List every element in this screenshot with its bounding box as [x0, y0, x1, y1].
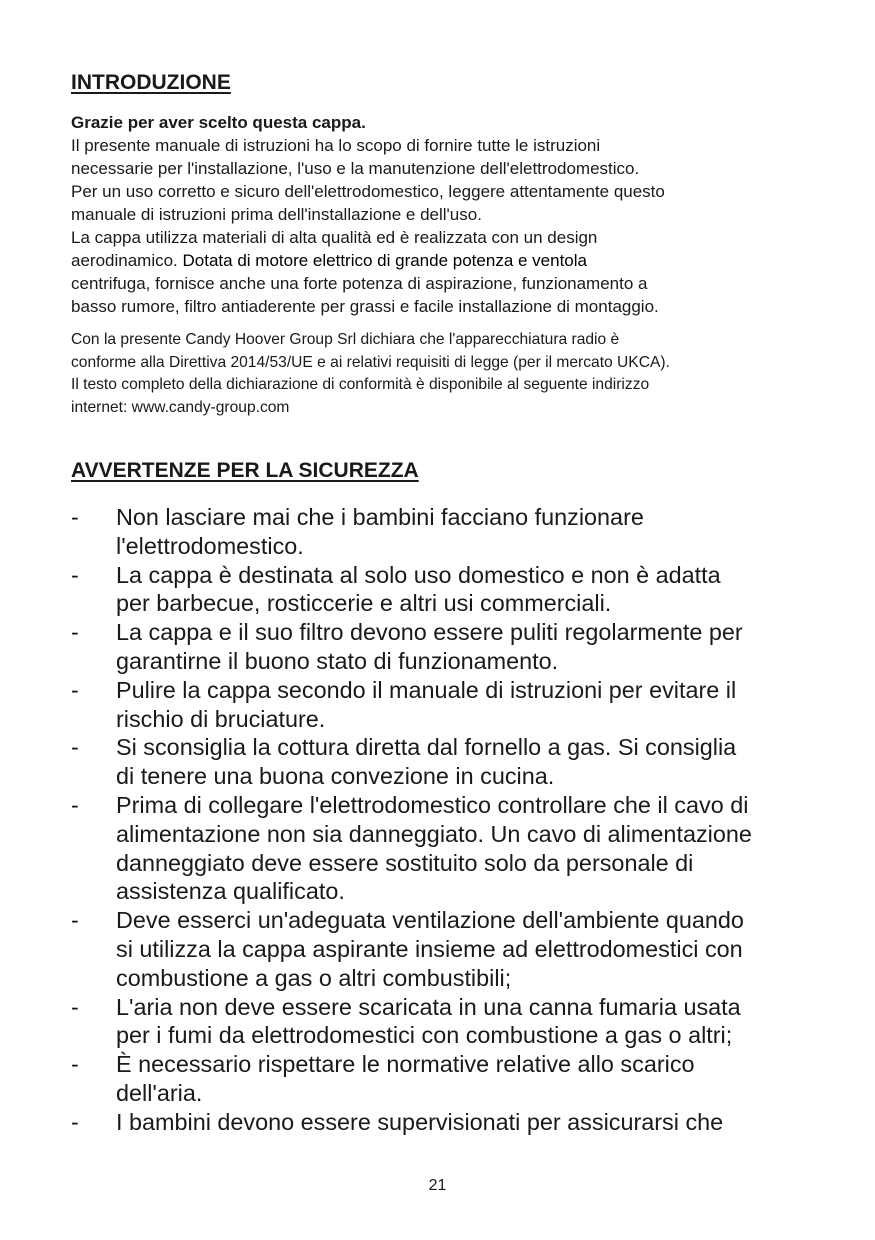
safety-warning-line: combustione a gas o altri combustibili;: [116, 964, 512, 991]
bullet-dash: -: [71, 676, 79, 703]
safety-warning-line: Pulire la cappa secondo il manuale di istruzioni per evitare il: [116, 676, 737, 703]
intro-line: [71, 249, 811, 272]
intro-line: Per un uso corretto e sicuro dell'elettrodomestico, leggere attentamente questo: [71, 182, 665, 201]
bullet-dash: -: [71, 561, 79, 588]
bullet-dash: -: [71, 907, 79, 934]
declaration-line: conforme alla Direttiva 2014/53/UE e ai relativi requisiti di legge (per il mercato UKCA).: [71, 353, 670, 371]
safety-warning-line: Si sconsiglia la cottura diretta dal fornello a gas. Si consiglia: [116, 734, 737, 761]
safety-warning-line: La cappa è destinata al solo uso domestico e non è adatta: [116, 561, 721, 588]
safety-warning-item: [71, 1108, 811, 1137]
intro-heading: INTRODUZIONE: [71, 71, 231, 94]
safety-warning-line: I bambini devono essere supervisionati per assicurarsi che: [116, 1108, 724, 1135]
intro-paragraph: [71, 134, 811, 318]
bullet-dash: -: [71, 734, 79, 761]
safety-warning-item: [71, 561, 811, 619]
safety-heading: AVVERTENZE PER LA SICUREZZA: [71, 459, 419, 482]
declaration-line: Con la presente Candy Hoover Group Srl dichiara che l'apparecchiatura radio è: [71, 331, 620, 348]
bullet-dash: -: [71, 504, 79, 530]
safety-warning-item: [71, 1050, 811, 1108]
safety-warning-line: L'aria non deve essere scaricata in una canna fumaria usata: [116, 993, 741, 1020]
intro-line: necessarie per l'installazione, l'uso e la manutenzione dell'elettrodomestico.: [71, 159, 640, 178]
safety-warning-line: danneggiato deve essere sostituito solo da personale di: [116, 849, 694, 876]
intro-line: La cappa utilizza materiali di alta qualità ed è realizzata con un design: [71, 228, 598, 247]
safety-warning-item: [71, 503, 811, 561]
manual-page: [71, 68, 811, 1137]
safety-warnings-list: [71, 503, 811, 1137]
declaration-line: Il testo completo della dichiarazione di conformità è disponibile al seguente indirizzo: [71, 376, 650, 393]
safety-warning-item: [71, 733, 811, 791]
safety-warning-line: È necessario rispettare le normative relative allo scarico: [116, 1051, 695, 1078]
declaration-line: internet: www.candy-group.com: [71, 398, 290, 416]
safety-warning-item: [71, 906, 811, 992]
safety-warning-line: Deve esserci un'adeguata ventilazione dell'ambiente quando: [116, 907, 744, 934]
intro-lead: Grazie per aver scelto questa cappa.: [71, 113, 366, 132]
safety-warning-line: si utilizza la cappa aspirante insieme ad elettrodomestici con: [116, 935, 743, 962]
intro-line: Il presente manuale di istruzioni ha lo scopo di fornire tutte le istruzioni: [71, 136, 601, 155]
safety-warning-line: alimentazione non sia danneggiato. Un cavo di alimentazione: [116, 820, 752, 847]
intro-line: centrifuga, fornisce anche una forte potenza di aspirazione, funzionamento a: [71, 274, 648, 293]
safety-warning-line: assistenza qualificato.: [116, 878, 345, 905]
intro-line: manuale di istruzioni prima dell'installazione e dell'uso.: [71, 205, 482, 224]
safety-warning-line: Prima di collegare l'elettrodomestico controllare che il cavo di: [116, 791, 749, 818]
intro-line-part: Dotata di motore elettrico di grande potenza e ventola: [182, 251, 587, 270]
page-number: 21: [428, 1177, 447, 1194]
safety-warning-line: di tenere una buona convezione in cucina.: [116, 763, 555, 790]
safety-warning-item: [71, 676, 811, 734]
intro-line: basso rumore, filtro antiaderente per grassi e facile installazione di montaggio.: [71, 297, 659, 316]
bullet-dash: -: [71, 1051, 79, 1078]
safety-warning-line: dell'aria.: [116, 1079, 203, 1106]
bullet-dash: -: [71, 619, 79, 646]
safety-warning-line: per i fumi da elettrodomestici con combustione a gas o altri;: [116, 1022, 733, 1049]
safety-warning-line: per barbecue, rosticcerie e altri usi commerciali.: [116, 590, 612, 617]
intro-line-part: aerodinamico.: [71, 251, 183, 270]
safety-warning-item: [71, 993, 811, 1051]
safety-warning-line: garantirne il buono stato di funzionamento.: [116, 647, 559, 674]
bullet-dash: -: [71, 1108, 79, 1135]
bullet-dash: -: [71, 993, 79, 1020]
safety-warning-item: [71, 618, 811, 676]
conformity-declaration: [71, 329, 811, 419]
safety-warning-line: rischio di bruciature.: [116, 705, 326, 732]
safety-warning-line: Non lasciare mai che i bambini facciano funzionare: [116, 504, 644, 530]
safety-warning-item: [71, 791, 811, 906]
bullet-dash: -: [71, 791, 79, 818]
safety-warning-line: l'elettrodomestico.: [116, 532, 304, 559]
safety-warning-line: La cappa e il suo filtro devono essere puliti regolarmente per: [116, 619, 743, 646]
